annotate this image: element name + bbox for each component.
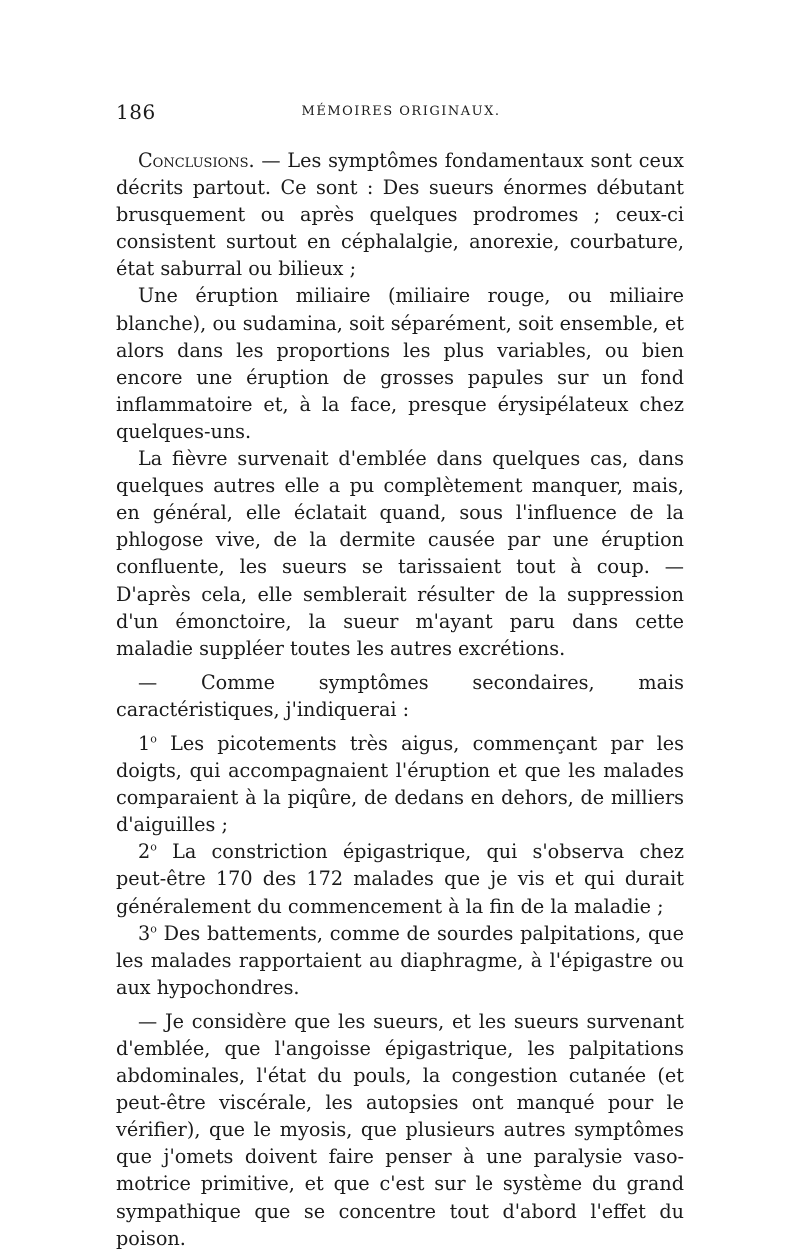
item-number: 1: [138, 731, 151, 755]
paragraph-secondary-symptoms: — Comme symptômes secondaires, mais caractéristiques, j'indiquerai :: [116, 670, 684, 721]
conclusions-label: Conclusions.: [138, 149, 255, 172]
list-item-3: [116, 920, 684, 1001]
page-number: 186: [116, 100, 156, 124]
item-text: La constriction épigastrique, qui s'observa chez peut-être 170 des 172 malades que je vis et qui durait généralement du commencement à la fin de la maladie ;: [116, 840, 684, 918]
paragraph-conclusions: [116, 147, 684, 282]
paragraph-conclusion-paralysis: — Je considère que les sueurs, et les sueurs survenant d'emblée, que l'angoisse épigastrique, les palpitations abdominales, l'état du pouls, la congestion cutanée (et peut-être viscérale, les autopsies ont manqué pour le vérifier), que le myosis, que plusieurs autres symptômes que j'omets doivent faire penser à une paralysie vaso-motrice primitive, et que c'est sur le système du grand sympathique que se concentre tout d'abord l'effet du poison.: [116, 1009, 684, 1250]
list-item-2: [116, 838, 684, 919]
item-number: 2: [138, 840, 151, 864]
ordinal-mark: o: [150, 922, 157, 936]
conclusions-text: — Les symptômes fondamentaux sont ceux décrits partout. Ce sont : Des sueurs énormes débutant brusquement ou après quelques prodromes ; ceux-ci consistent surtout en céphalalgie, anorexie, courbature, état saburral ou bilieux ;: [116, 149, 684, 281]
ordinal-mark: o: [150, 732, 157, 746]
page-header: [116, 100, 686, 124]
paragraph-eruption: Une éruption miliaire (miliaire rouge, ou miliaire blanche), ou sudamina, soit séparément, soit ensemble, et alors dans les proportions les plus variables, ou bien encore une éruption de grosses papules sur un fond inflammatoire et, à la face, presque érysipélateux chez quelques-uns.: [116, 284, 684, 443]
running-title: MÉMOIRES ORIGINAUX.: [301, 104, 501, 119]
body-text: [116, 147, 684, 1252]
list-item-1: [116, 730, 684, 838]
paragraph-fever: La fièvre survenait d'emblée dans quelques cas, dans quelques autres elle a pu complètement manquer, mais, en général, elle éclatait quand, sous l'influence de la phlogose vive, de la dermite causée par une éruption confluente, les sueurs se tarissaient tout à coup. — D'après cela, elle semblerait résulter de la suppression d'un émonctoire, la sueur m'ayant paru dans cette maladie suppléer toutes les autres excrétions.: [116, 447, 684, 660]
ordinal-mark: o: [150, 840, 157, 854]
item-text: Les picotements très aigus, commençant par les doigts, qui accompagnaient l'éruption et que les malades comparaient à la piqûre, de dedans en dehors, de milliers d'aiguilles ;: [116, 731, 684, 837]
item-text: Des battements, comme de sourdes palpitations, que les malades rapportaient au diaphragme, à l'épigastre ou aux hypochondres.: [116, 921, 684, 999]
item-number: 3: [138, 921, 151, 945]
